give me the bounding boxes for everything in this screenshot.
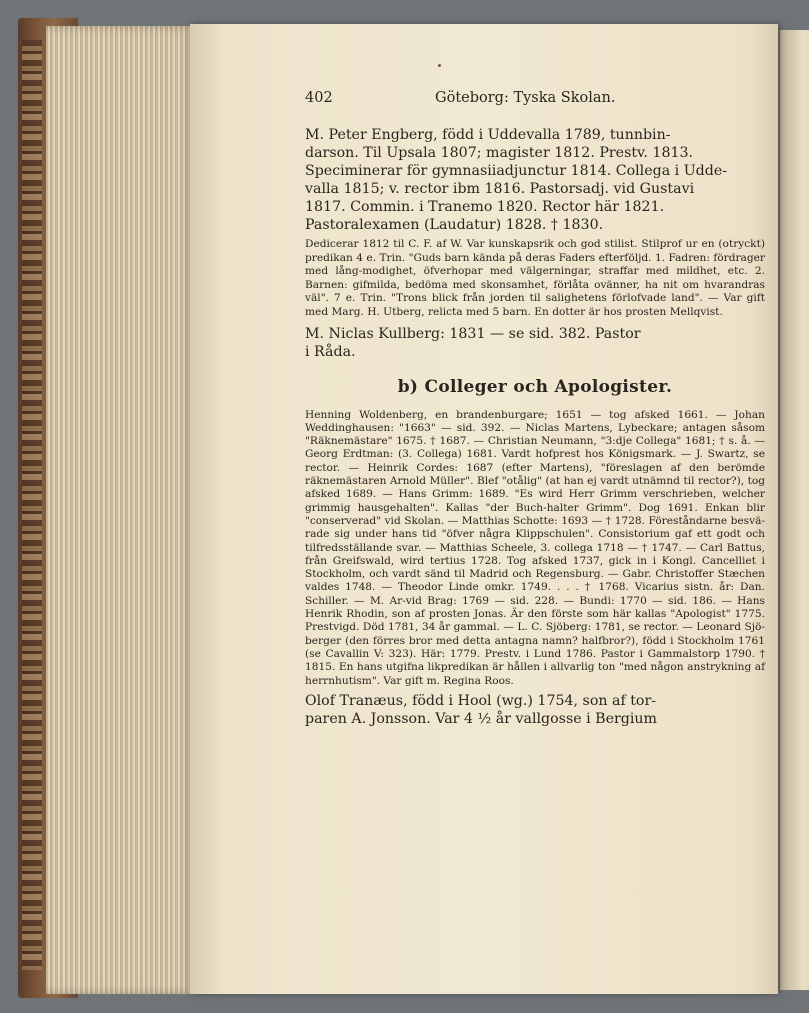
running-head xyxy=(305,90,765,114)
entry-line: i Råda. xyxy=(305,343,356,360)
page-number: 402 xyxy=(305,90,333,106)
colleger-list: Henning Woldenberg, en brandenburgare; 1651 — tog afsked 1661. — Johan Weddinghausen: "1663" — sid. 392. — Niclas Martens, Lybeckare; antagen såsom "Räknemästare" 1675. † 1687. — Christian Neumann, "3:dje Collega" 1681; † s. å. — Georg Erdtman: (3. Collega) 1681. Vardt hofprest hos Königsmark. — J. Swartz, se rector. — Heinrik Cordes: 1687 (efter Martens), "föreslagen af den berömde räknemästaren Arnold Müller". Blef "otålig" (at han ej vardt utnämnd til rector?), tog afsked 1689. — Hans Grimm: 1689. "Es wird Herr Grimm verschrieben, welcher grimmig hausgehalten". Kallas "der Buch-halter Grimm". Dog 1691. Enkan blir "conserverad" vid Skolan. — Matthias Schotte: 1693 — † 1728. Föreståndarne besvä-rade sig under hans tid "öfver några Klippschulen". Consistorium gaf ett godt och tilfredsställande svar. — Matthias Scheele, 3. collega 1718 — † 1747. — Carl Battus, från Greifswald, wird tertius 1728. Tog afsked 1737, gick in i Kongl. Cancelliet i Stockholm, och vardt sänd til Madrid och Regensburg. — Gabr. Christoffer Stæchen valdes 1748. — Theodor Linde omkr. 1749. . . . † 1768. Vicarius sistn. år: Dan. Schiller. — M. Ar-vid Brag: 1769 — sid. 228. — Bundi: 1770 — sid. 186. — Hans Henrik Rhodin, son af prosten Jonas. Är den förste som här kallas "Apologist" 1775. Prestvigd. Död 1781, 34 år gammal. — L. C. Sjöberg: 1781, se rector. — Leonard Sjö-berger (den förres bror med detta antagna namn? halfbror?), född i Stockholm 1761 (se Cavallin V: 323). Här: 1779. Prestv. i Lund 1786. Pastor i Gammalstorp 1790. † 1815. En hans utgifna likpredikan är hållen i allvarlig ton "med någon anstrykning af herrnhutism". Var gift m. Regina Roos. xyxy=(305,408,765,687)
entry-line: Olof Tranæus, född i Hool (wg.) 1754, son af tor- xyxy=(305,692,657,709)
entry-line: M. Niclas Kullberg: 1831 — se sid. 382. Pastor xyxy=(305,325,641,342)
entry-note: Dedicerar 1812 til C. F. af W. Var kunskapsrik och god stilist. Stilprof ur en (otryckt) predikan 4 e. Trin. "Guds barn kända på deras Faders efterföljd. 1. Fadren: fördrager med lång-modighet, öfverhopar med välgerningar, straffar med mildhet, etc. 2. Barnen: gifmilda, bedöma med skonsamhet, förlåta ovänner, ha nit om hvarandras väl". 7 e. Trin. "Trons blick från jorden til salighetens förlofvade land". — Var gift med Marg. H. Utberg, relicta med 5 barn. En dotter är hos prosten Mellqvist. xyxy=(305,238,765,318)
page-text xyxy=(305,90,765,732)
entry-line: valla 1815; v. rector ibm 1816. Pastorsadj. vid Gustavi xyxy=(305,181,695,197)
entry-tranaeus xyxy=(305,692,765,728)
marbled-cover-pattern xyxy=(22,40,42,970)
entry-engberg xyxy=(305,126,765,234)
page-edges xyxy=(46,26,196,994)
running-title: Göteborg: Tyska Skolan. xyxy=(435,90,616,106)
ink-dot xyxy=(438,64,441,67)
entry-line: Speciminerar för gymnasiiadjunctur 1814. Collega i Udde- xyxy=(305,163,728,179)
entry-line: M. Peter Engberg, född i Uddevalla 1789, tunnbin- xyxy=(305,127,671,143)
entry-kullberg xyxy=(305,325,765,361)
entry-line: 1817. Commin. i Tranemo 1820. Rector här 1821. xyxy=(305,199,665,215)
entry-line: paren A. Jonsson. Var 4 ½ år vallgosse i Bergium xyxy=(305,710,657,727)
section-heading: b) Colleger och Apologister. xyxy=(397,376,673,397)
entry-line: Pastoralexamen (Laudatur) 1828. † 1830. xyxy=(305,217,604,233)
facing-page-edge xyxy=(780,30,809,990)
entry-line: darson. Til Upsala 1807; magister 1812. Prestv. 1813. xyxy=(305,145,694,161)
